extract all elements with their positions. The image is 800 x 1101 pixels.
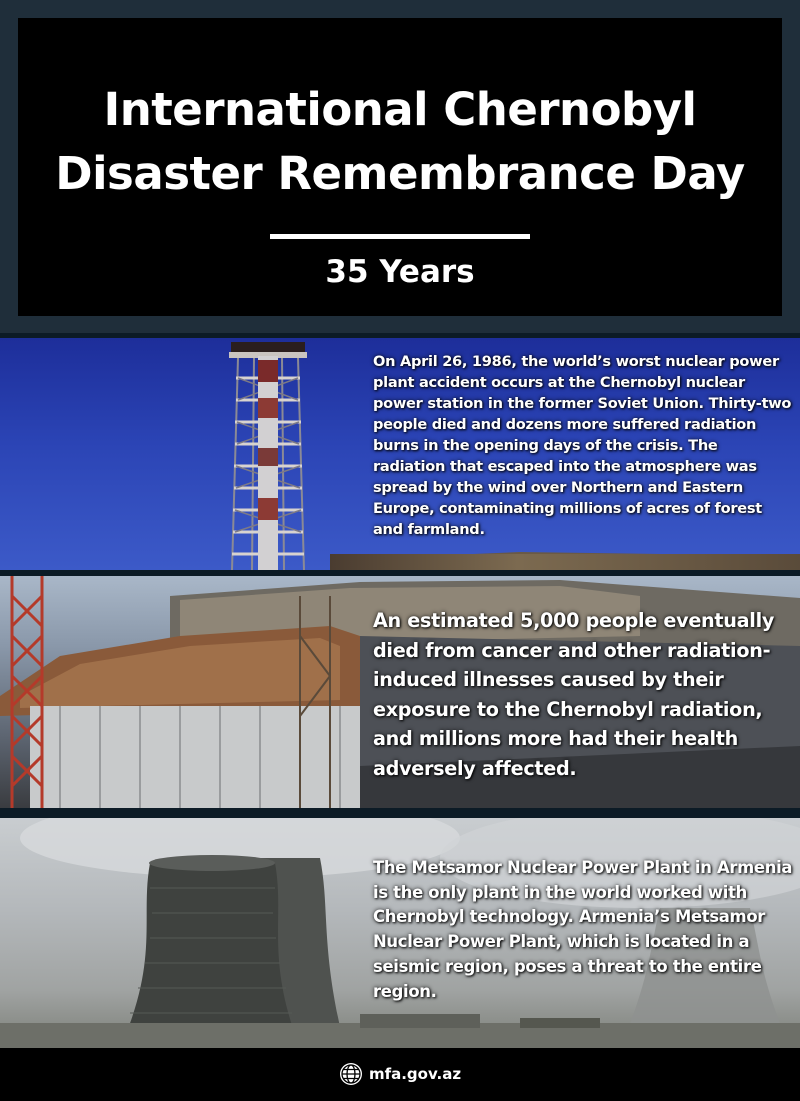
- globe-icon: [339, 1062, 363, 1086]
- page-title: [0, 78, 800, 206]
- panel-2-text: An estimated 5,000 people eventually died from cancer and other radiation-induced illnesses caused by their exposure to the Chernobyl radiation, and millions more had their health adversely affected.: [373, 609, 775, 780]
- title-divider: [270, 234, 530, 239]
- divider: [0, 808, 800, 818]
- title-line-1: International Chernobyl: [103, 83, 697, 136]
- panel-3-text: The Metsamor Nuclear Power Plant in Armenia is the only plant in the world worked with Chernobyl technology. Armenia’s Metsamor Nuclear Power Plant, which is located in a seismic region, poses a threat to the entire region.: [373, 858, 793, 1001]
- footer: [0, 1048, 800, 1101]
- panel-1-text: On April 26, 1986, the world’s worst nuclear power plant accident occurs at the Chernobyl nuclear power station in the former Soviet Union. Thirty-two people died and dozens more suffered radiation burns in the opening days of the crisis. The radiation that escaped into the atmosphere was spread by the wind over Northern and Eastern Europe, contaminating millions of acres of forest and farmland.: [373, 353, 792, 538]
- footer-link[interactable]: [0, 1060, 800, 1088]
- subtitle: 35 Years: [325, 254, 475, 290]
- title-line-2: Disaster Remembrance Day: [55, 147, 745, 200]
- site-url[interactable]: mfa.gov.az: [368, 1065, 462, 1083]
- ground-strip: [330, 554, 800, 570]
